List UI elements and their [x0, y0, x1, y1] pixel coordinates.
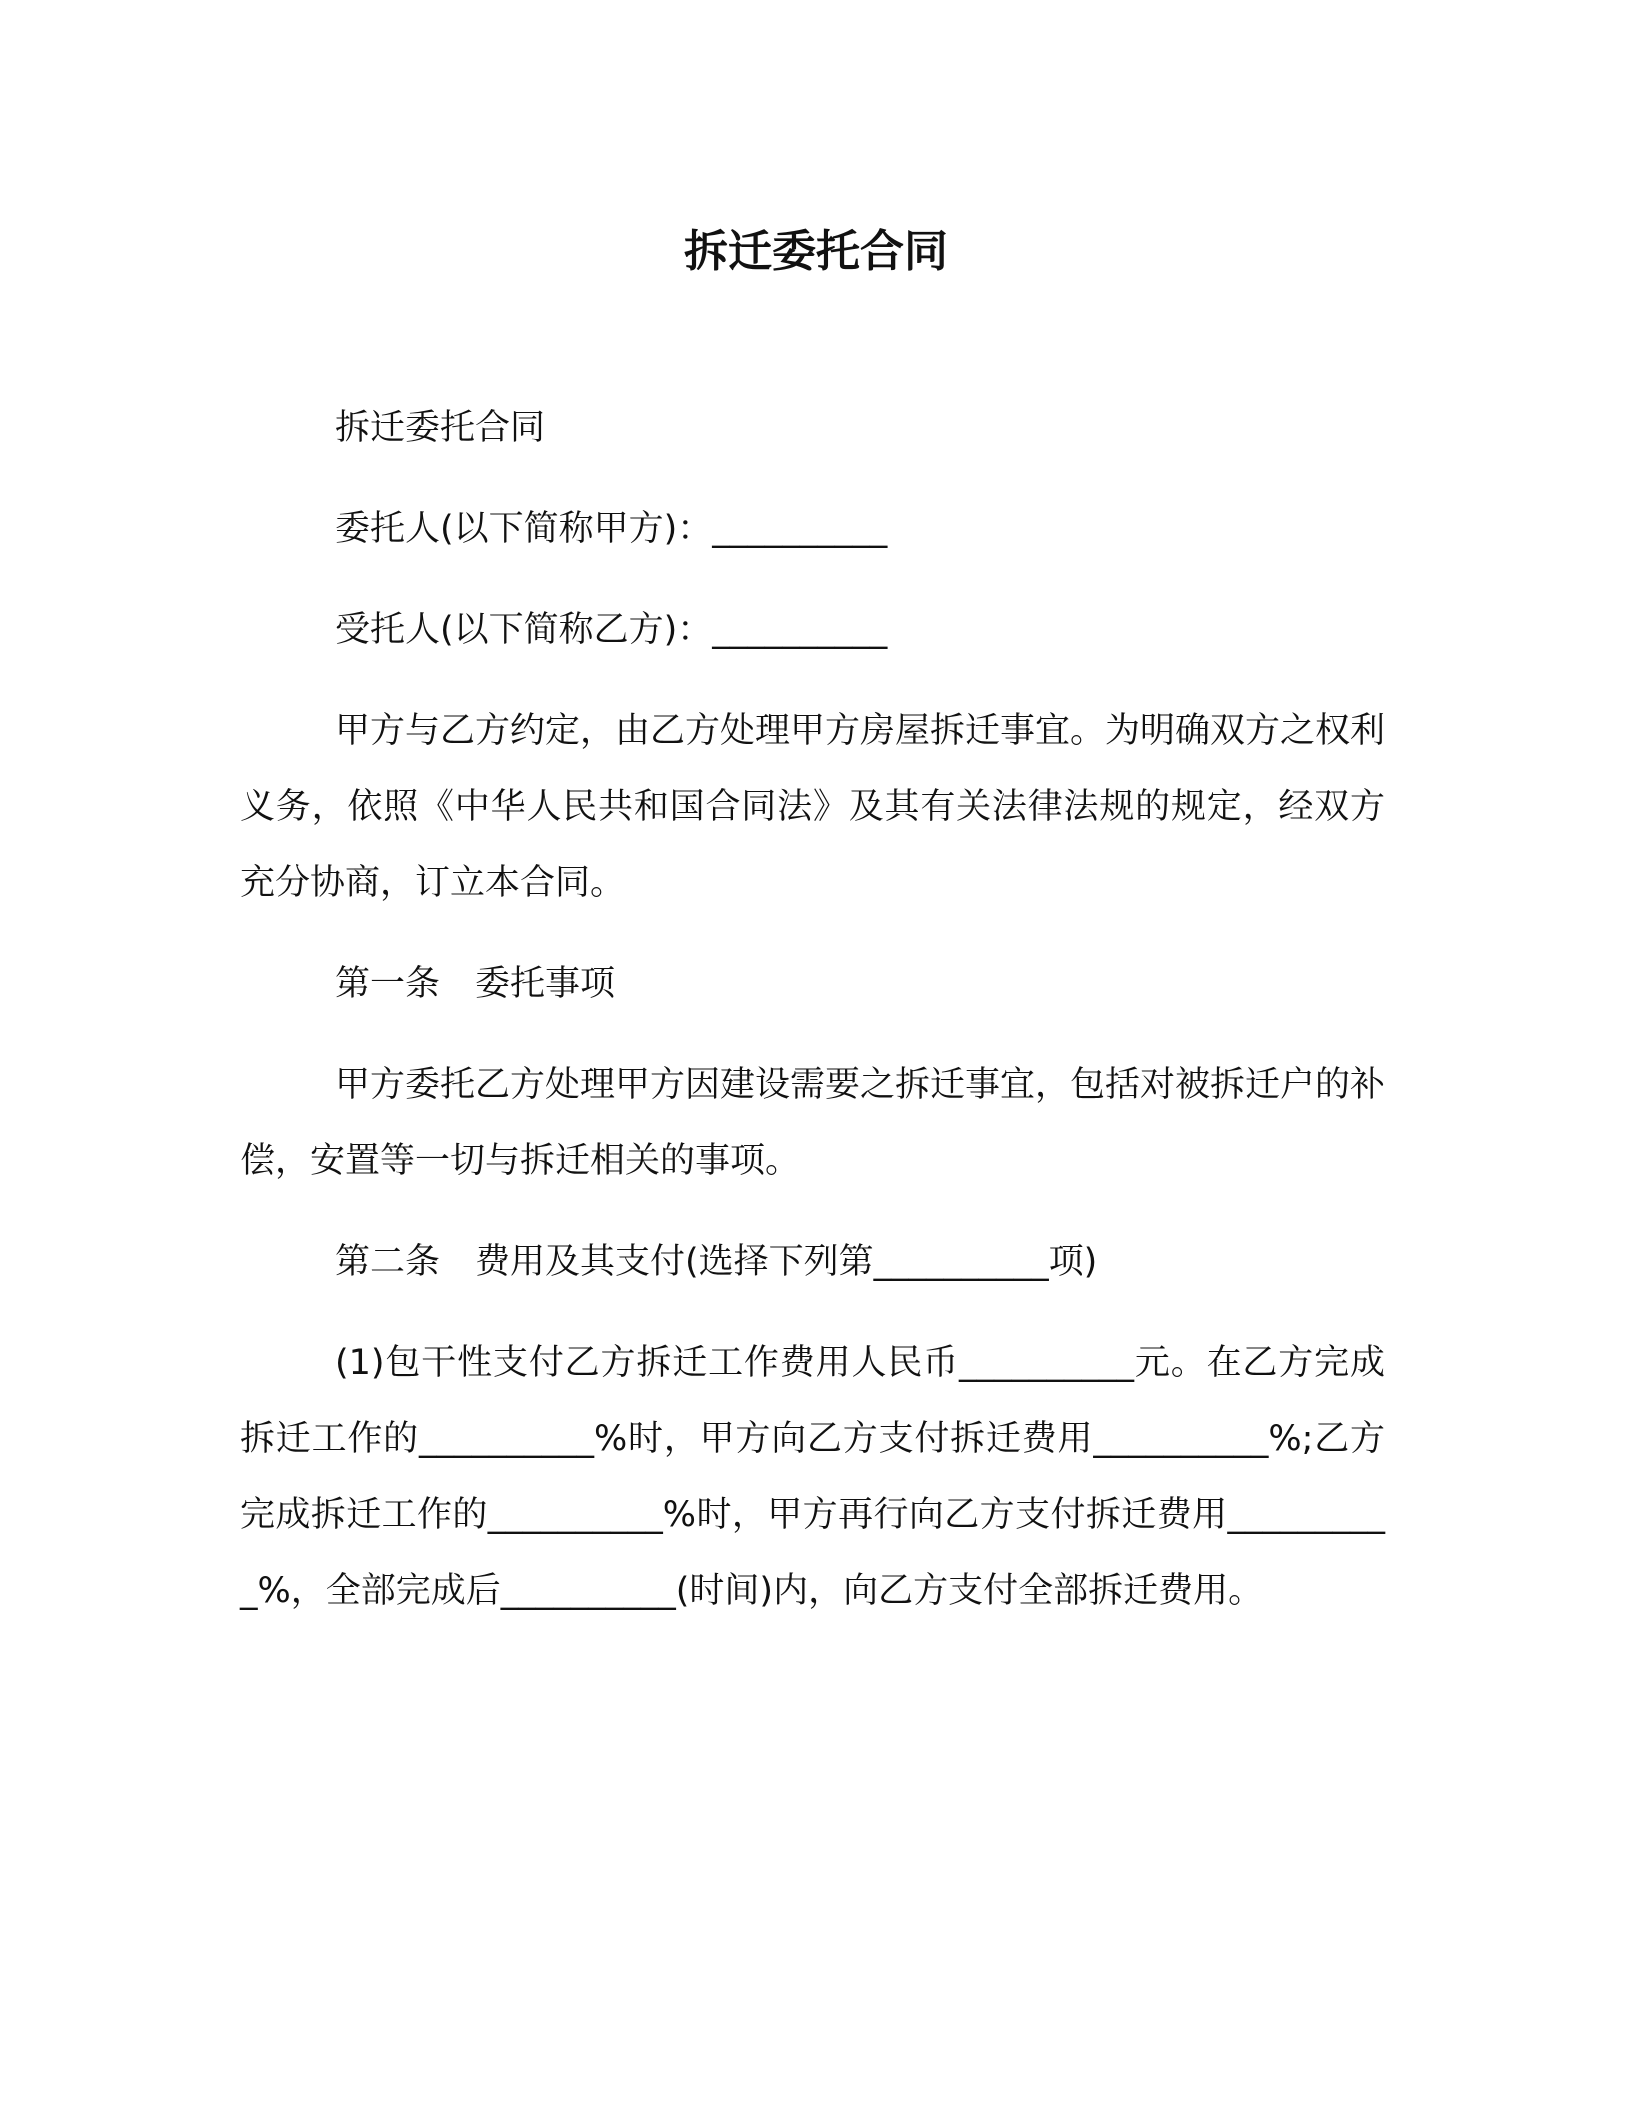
party-a-line: 委托人(以下简称甲方)：__________: [335, 509, 888, 549]
party-b-line: 受托人(以下简称乙方)：__________: [335, 610, 888, 650]
document-title: 拆迁委托合同: [684, 226, 948, 277]
article-1-heading: 第一条 委托事项: [335, 964, 616, 1004]
article-2-heading: 第二条 费用及其支付(选择下列第__________项): [335, 1242, 1098, 1282]
article-1-text: 甲方委托乙方处理甲方因建设需要之拆迁事宜，包括对被拆迁户的补偿，安置等一切与拆迁相关的事项。: [240, 1065, 1386, 1181]
contract-heading: 拆迁委托合同: [335, 408, 546, 448]
preamble-paragraph: 甲方与乙方约定，由乙方处理甲方房屋拆迁事宜。为明确双方之权利义务，依照《中华人民共和国合同法》及其有关法律法规的规定，经双方充分协商，订立本合同。: [240, 711, 1386, 903]
document-body: [240, 390, 1385, 1654]
article-2-option-1: (1)包干性支付乙方拆迁工作费用人民币__________元。在乙方完成拆迁工作的__________%时，甲方向乙方支付拆迁费用__________%;乙方完成拆迁工作的__________%时，甲方再行向乙方支付拆迁费用__________%，全部完成后__________(时间)内，向乙方支付全部拆迁费用。: [240, 1343, 1385, 1611]
